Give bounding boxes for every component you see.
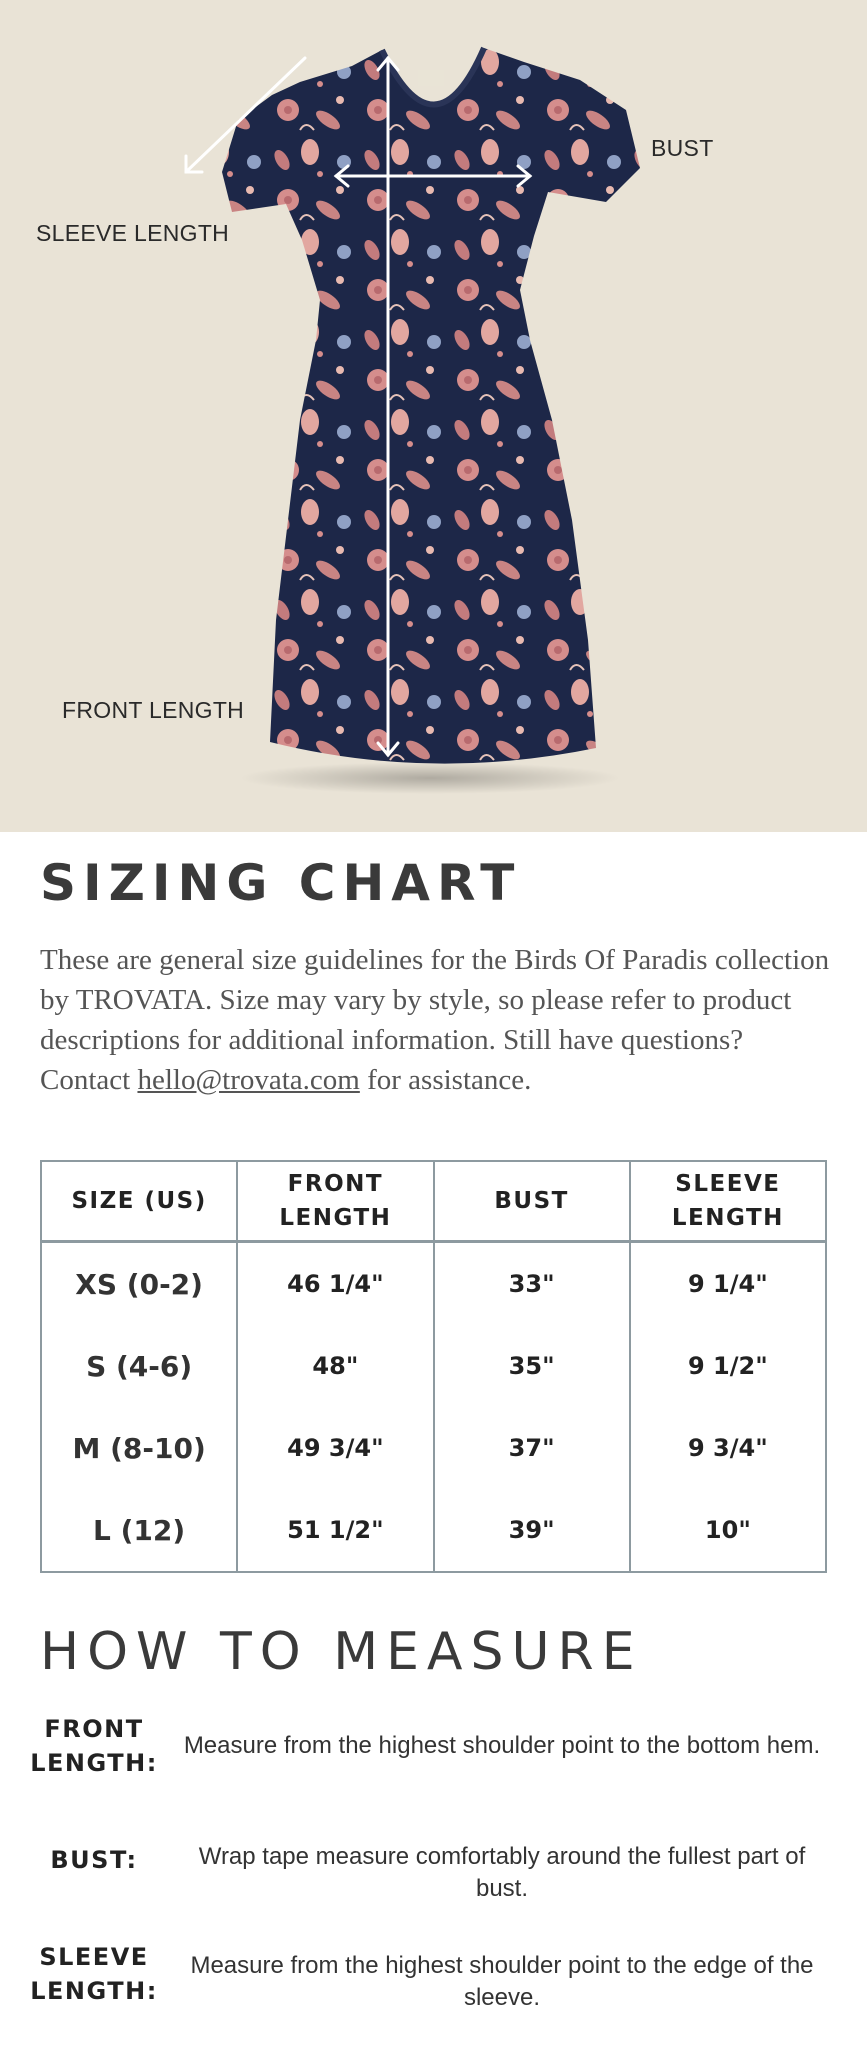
how-to-measure-title: HOW TO MEASURE <box>40 1622 643 1682</box>
header-size <box>41 1161 237 1242</box>
header-size-text: SIZE (US) <box>71 1188 207 1214</box>
front-length-cell: 49 3/4" <box>237 1407 433 1489</box>
bust-cell: 39" <box>434 1489 630 1572</box>
table-row <box>41 1489 826 1572</box>
size-cell: S (4-6) <box>41 1325 237 1407</box>
sleeve-length-cell: 9 1/4" <box>630 1242 826 1326</box>
header-bust <box>434 1161 630 1242</box>
table-row <box>41 1242 826 1326</box>
sleeve-length-cell: 10" <box>630 1489 826 1572</box>
header-sleeve-length <box>630 1161 826 1242</box>
measure-label-line2: LENGTH: <box>30 1749 158 1777</box>
measure-label-line1: FRONT <box>44 1715 144 1743</box>
measure-label-line1: BUST: <box>50 1846 138 1874</box>
measure-description: Wrap tape measure comfortably around the fullest part of bust. <box>198 1843 806 1902</box>
size-table <box>40 1160 827 1573</box>
measure-label-line1: SLEEVE <box>39 1943 149 1971</box>
size-cell: M (8-10) <box>41 1407 237 1489</box>
sleeve-length-cell: 9 3/4" <box>630 1407 826 1489</box>
email-link[interactable]: hello@trovata.com <box>137 1064 360 1096</box>
bust-cell: 37" <box>434 1407 630 1489</box>
intro-text: These are general size guidelines for the Birds Of Paradis collection by TROVATA. Size may vary by style, so please refer to product descriptions for additional information. Still have questions? Contact <box>40 944 830 1096</box>
measure-label <box>30 1843 158 1877</box>
intro-suffix: for assistance. <box>359 1064 532 1096</box>
intro-paragraph <box>40 940 840 1100</box>
bust-cell: 33" <box>434 1242 630 1326</box>
bust-label: BUST <box>651 135 714 161</box>
front-length-cell: 51 1/2" <box>237 1489 433 1572</box>
front-length-cell: 48" <box>237 1325 433 1407</box>
dress-shape <box>222 48 640 764</box>
measure-label <box>30 1940 158 2008</box>
size-cell: XS (0-2) <box>41 1242 237 1326</box>
table-row <box>41 1325 826 1407</box>
table-row <box>41 1407 826 1489</box>
measure-description: Measure from the highest shoulder point to the edge of the sleeve. <box>190 1952 814 2011</box>
sleeve-length-label: SLEEVE LENGTH <box>36 220 230 246</box>
header-front-length-line2: LENGTH <box>279 1205 392 1231</box>
front-length-cell: 46 1/4" <box>237 1242 433 1326</box>
header-front-length <box>237 1161 433 1242</box>
header-sleeve-length-line1: SLEEVE <box>675 1171 781 1197</box>
measure-label-line2: LENGTH: <box>30 1977 158 2005</box>
header-bust-text: BUST <box>494 1188 569 1214</box>
measure-label <box>30 1712 158 1780</box>
front-length-label: FRONT LENGTH <box>62 697 245 723</box>
sizing-chart-title: SIZING CHART <box>40 854 522 912</box>
size-cell: L (12) <box>41 1489 237 1572</box>
header-sleeve-length-line2: LENGTH <box>671 1205 784 1231</box>
product-image <box>0 0 867 832</box>
measure-description: Measure from the highest shoulder point to the bottom hem. <box>183 1732 821 1759</box>
header-front-length-line1: FRONT <box>287 1171 384 1197</box>
bust-cell: 35" <box>434 1325 630 1407</box>
sleeve-length-cell: 9 1/2" <box>630 1325 826 1407</box>
table-header-row <box>41 1161 826 1242</box>
